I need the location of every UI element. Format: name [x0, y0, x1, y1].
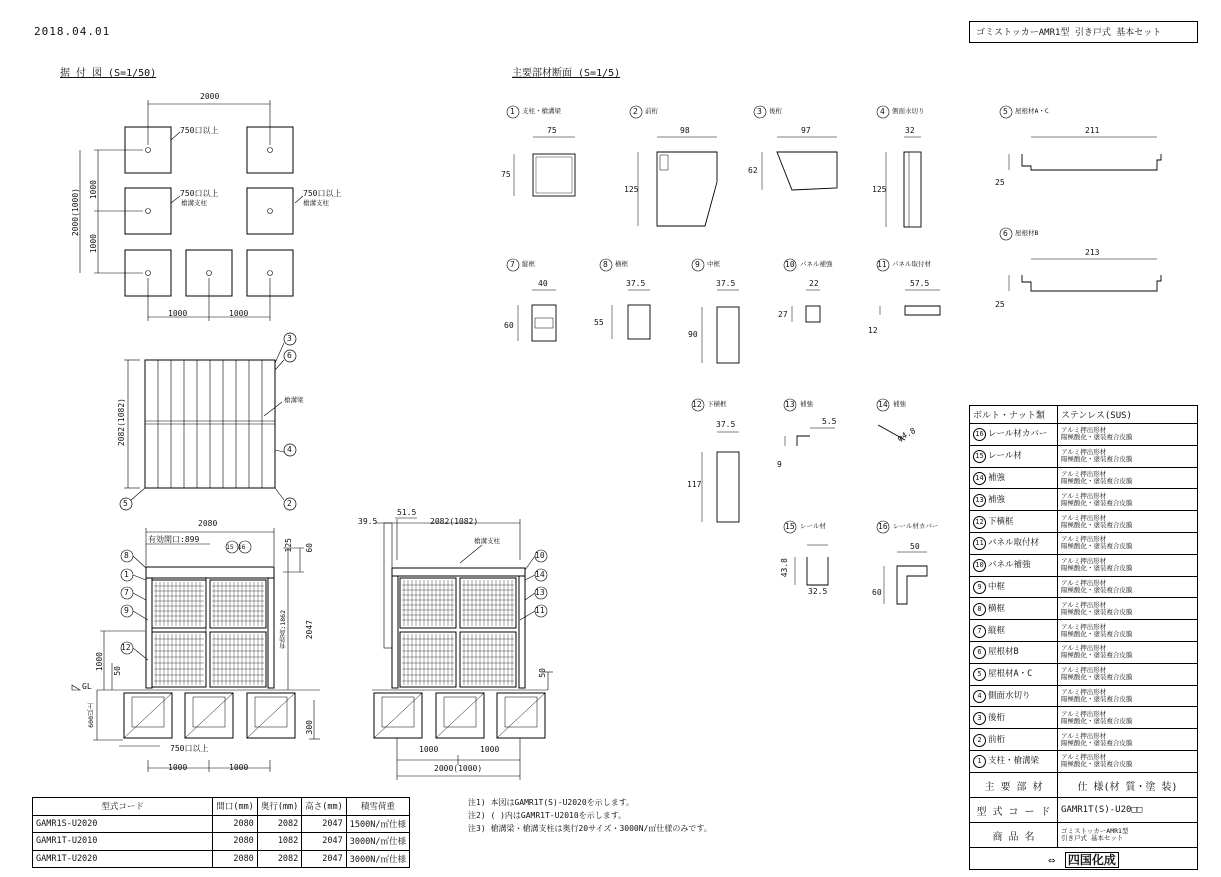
section-14-label: 補強 [893, 400, 906, 408]
part-spec-line-1: アルミ押出形材 [1061, 557, 1107, 566]
part-spec [1058, 532, 1198, 554]
layout-hole-label-2: 750口以上 [180, 189, 219, 198]
part-spec-line-2: 陽極酸化・塗装複合皮膜 [1061, 607, 1133, 616]
section-4-label: 側面水切り [892, 107, 925, 115]
side-callout-14: 14 [535, 570, 545, 579]
spec-header-snow: 積雪荷重 [346, 798, 409, 816]
section-3-h: 62 [748, 166, 758, 175]
section-5-no: 5 [1003, 107, 1008, 116]
part-name [970, 620, 1058, 642]
parts-list [969, 423, 1198, 773]
side-w515: 51.5 [397, 508, 417, 517]
section-13-w: 5.5 [822, 417, 837, 426]
plan-beam-label: 槍溝梁 [284, 396, 304, 404]
front-opening: 有効開口:899 [148, 535, 200, 544]
part-number: 14 [973, 472, 986, 485]
part-name [970, 445, 1058, 467]
front-h2047: 2047 [305, 620, 314, 640]
parts-bolt-spec: ステンレス(SUS) [1058, 406, 1198, 424]
model-label: 型 式 コ ー ド [970, 798, 1058, 823]
drawing-date: 2018.04.01 [34, 25, 111, 38]
section-1-label: 支柱・槍溝梁 [522, 107, 561, 115]
spec-cell: 2047 [302, 850, 346, 868]
part-spec-line-2: 陽極酸化・塗装複合皮膜 [1061, 498, 1133, 507]
part-label: 横框 [988, 603, 1006, 614]
table-row [970, 685, 1198, 707]
part-spec [1058, 685, 1198, 707]
layout-v2000: 2000(1000) [71, 188, 80, 237]
part-label: 補強 [988, 494, 1006, 505]
section-5-label: 屋根材A・C [1015, 107, 1049, 115]
part-spec-line-2: 陽極酸化・塗装複合皮膜 [1061, 542, 1133, 551]
part-name [970, 750, 1058, 772]
front-h50: 50 [113, 666, 122, 676]
spec-cell: 3000N/㎡仕様 [346, 850, 409, 868]
part-spec-line-2: 陽極酸化・塗装複合皮膜 [1061, 673, 1133, 682]
section-2-label: 前桁 [645, 107, 658, 115]
front-h60: 60 [305, 543, 314, 553]
section-11-label: パネル取付材 [892, 260, 931, 268]
spec-cell: 2047 [302, 833, 346, 851]
section-14-w: φ4.8 [895, 426, 918, 444]
front-callout-9: 9 [124, 606, 129, 615]
part-spec [1058, 467, 1198, 489]
part-number: 11 [973, 537, 986, 550]
section-15-label: レール材 [800, 522, 826, 530]
parts-logo-row [970, 848, 1198, 870]
plan-callout-5: 5 [123, 499, 128, 508]
part-spec-line-1: アルミ押出形材 [1061, 491, 1107, 500]
side-h50: 50 [538, 668, 547, 678]
plan-callout-6: 6 [287, 351, 292, 360]
section-12-w: 37.5 [716, 420, 736, 429]
drawing-title: ゴミストッカーAMR1型 引き戸式 基本セット [976, 28, 1162, 38]
spec-cell: 1082 [257, 833, 301, 851]
part-label: レール材カバー [988, 429, 1048, 440]
table-row [970, 663, 1198, 685]
layout-hole-label-1: 750口以上 [180, 126, 219, 135]
section-3-no: 3 [757, 107, 762, 116]
part-number: 16 [973, 428, 986, 441]
part-number: 5 [973, 668, 986, 681]
section-11-w: 57.5 [910, 279, 930, 288]
part-spec-line-1: アルミ押出形材 [1061, 666, 1107, 675]
part-label: 下横框 [988, 516, 1014, 527]
table-row [970, 532, 1198, 554]
part-spec-line-2: 陽極酸化・塗装複合皮膜 [1061, 520, 1133, 529]
parts-footer-header [970, 773, 1198, 798]
note-3: 注3) 槍溝梁・槍溝支柱は奥行20サイズ・3000N/㎡仕様のみです。 [468, 824, 712, 833]
part-name [970, 511, 1058, 533]
front-b1000-a: 1000 [168, 763, 188, 772]
section-12-h: 117 [687, 480, 702, 489]
part-spec [1058, 424, 1198, 446]
section-7-h: 60 [504, 321, 514, 330]
table-row [970, 729, 1198, 751]
front-callout-7: 7 [124, 588, 129, 597]
parts-footer [969, 772, 1198, 870]
spec-cell: 2080 [213, 833, 257, 851]
layout-v1000-a: 1000 [89, 180, 98, 200]
parts-main-label: 主 要 部 材 [970, 773, 1058, 798]
spec-table-header [33, 798, 410, 816]
part-number: 7 [973, 625, 986, 638]
part-spec-line-2: 陽極酸化・塗装複合皮膜 [1061, 738, 1133, 747]
section-9-no: 9 [695, 260, 700, 269]
spec-cell: 2047 [302, 815, 346, 833]
part-spec-line-1: アルミ押出形材 [1061, 426, 1107, 435]
part-spec-line-2: 陽極酸化・塗装複合皮膜 [1061, 564, 1133, 573]
product-label: 商 品 名 [970, 823, 1058, 848]
front-h1000: 1000 [95, 652, 104, 672]
part-spec-line-2: 陽極酸化・塗装複合皮膜 [1061, 629, 1133, 638]
parts-model-row [970, 798, 1198, 823]
section-4-h: 125 [872, 185, 887, 194]
part-name [970, 554, 1058, 576]
layout-v1000-b: 1000 [89, 234, 98, 254]
section-8-h: 55 [594, 318, 604, 327]
section-13-label: 補強 [800, 400, 813, 408]
part-spec-line-1: アルミ押出形材 [1061, 469, 1107, 478]
table-row [970, 467, 1198, 489]
layout-dim-top: 2000 [200, 92, 220, 101]
parts-table [969, 405, 1198, 424]
part-spec [1058, 445, 1198, 467]
section-14-no: 14 [878, 400, 888, 409]
spec-cell: 1500N/㎡仕様 [346, 815, 409, 833]
front-h300: 300 [305, 720, 314, 735]
section-10-h: 27 [778, 310, 788, 319]
table-row [33, 833, 410, 851]
part-spec-line-1: アルミ押出形材 [1061, 578, 1107, 587]
part-spec-line-2: 陽極酸化・塗装複合皮膜 [1061, 476, 1133, 485]
section-4-w: 32 [905, 126, 915, 135]
section-16-h: 60 [872, 588, 882, 597]
part-number: 4 [973, 690, 986, 703]
part-name [970, 641, 1058, 663]
parts-product-row [970, 823, 1198, 848]
section-15-w: 43.8 [780, 558, 789, 578]
part-spec-line-2: 陽極酸化・塗装複合皮膜 [1061, 455, 1133, 464]
section-1-h: 75 [501, 170, 511, 179]
table-row [33, 815, 410, 833]
part-spec-line-1: アルミ押出形材 [1061, 709, 1107, 718]
part-name [970, 467, 1058, 489]
part-spec-line-2: 陽極酸化・塗装複合皮膜 [1061, 651, 1133, 660]
part-spec [1058, 641, 1198, 663]
part-spec-line-1: アルミ押出形材 [1061, 600, 1107, 609]
spec-cell: GAMR1S-U2020 [33, 815, 213, 833]
part-spec [1058, 663, 1198, 685]
part-number: 2 [973, 734, 986, 747]
section-9-label: 中框 [707, 260, 720, 268]
section-10-label: パネル補強 [800, 260, 833, 268]
spec-cell: 2080 [213, 815, 257, 833]
section-1-no: 1 [510, 107, 515, 116]
part-name [970, 685, 1058, 707]
section-13-no: 13 [785, 400, 795, 409]
note-2: 注2) ( )内はGAMR1T-U2010を示します。 [468, 811, 627, 820]
table-row [970, 554, 1198, 576]
section-6-w: 213 [1085, 248, 1100, 257]
section-15-no: 15 [785, 522, 795, 531]
section-10-w: 22 [809, 279, 819, 288]
part-number: 8 [973, 603, 986, 616]
part-spec-line-1: アルミ押出形材 [1061, 513, 1107, 522]
company-logo: 四国化成 [1065, 852, 1119, 868]
front-callout-12: 12 [121, 643, 131, 652]
section-7-w: 40 [538, 279, 548, 288]
parts-spec-label: 仕 様(材 質・塗 装) [1058, 773, 1198, 798]
plan-callout-2: 2 [287, 499, 292, 508]
plan-side-dim: 2082(1082) [117, 398, 126, 447]
section-8-w: 37.5 [626, 279, 646, 288]
section-11-no: 11 [877, 260, 887, 269]
part-label: 側面水切り [988, 690, 1031, 701]
part-number: 13 [973, 494, 986, 507]
side-callout-11: 11 [535, 606, 545, 615]
section-6-no: 6 [1003, 229, 1008, 238]
side-b1000-b: 1000 [480, 745, 500, 754]
arrow-logo-icon: ⇔ [1048, 853, 1056, 867]
spec-cell: 2082 [257, 815, 301, 833]
layout-h1000-a: 1000 [168, 309, 188, 318]
part-label: 屋根材A・C [988, 669, 1033, 680]
part-spec [1058, 750, 1198, 772]
part-number: 1 [973, 755, 986, 768]
part-label: パネル取付材 [988, 538, 1040, 549]
part-spec-line-1: アルミ押出形材 [1061, 622, 1107, 631]
table-row [970, 445, 1198, 467]
plan-callout-3: 3 [287, 334, 292, 343]
front-h125: 125 [284, 538, 293, 553]
part-spec-line-2: 陽極酸化・塗装複合皮膜 [1061, 716, 1133, 725]
table-row [970, 598, 1198, 620]
section-15-h: 32.5 [808, 587, 828, 596]
spec-cell: 2082 [257, 850, 301, 868]
section-2-no: 2 [633, 107, 638, 116]
part-label: 屋根材B [988, 647, 1019, 658]
section-2-h: 125 [624, 185, 639, 194]
side-w395: 39.5 [358, 517, 378, 526]
part-spec-line-2: 陽極酸化・塗装複合皮膜 [1061, 433, 1133, 442]
part-spec-line-1: アルミ押出形材 [1061, 535, 1107, 544]
logo-cell [970, 848, 1198, 870]
part-name [970, 729, 1058, 751]
table-row [970, 750, 1198, 772]
front-h600: 600以上 [87, 703, 95, 728]
part-spec [1058, 511, 1198, 533]
layout-post-label-1: 槍溝支柱 [181, 199, 207, 207]
table-row [970, 511, 1198, 533]
table-row [970, 489, 1198, 511]
table-row [970, 620, 1198, 642]
section-16-w: 50 [910, 542, 920, 551]
part-number: 15 [973, 450, 986, 463]
layout-hole-label-3: 750口以上 [303, 189, 342, 198]
spec-header-width: 間口(mm) [213, 798, 257, 816]
layout-section-title: 据 付 図 (S=1/50) [60, 68, 157, 79]
part-label: 前桁 [988, 734, 1006, 745]
part-label: 中框 [988, 581, 1006, 592]
section-16-label: レール材カバー [893, 522, 939, 530]
side-total: 2000(1000) [434, 764, 483, 773]
part-spec [1058, 620, 1198, 642]
table-row [33, 850, 410, 868]
front-callout-8: 8 [124, 551, 129, 560]
part-spec-line-1: アルミ押出形材 [1061, 753, 1107, 762]
layout-h1000-b: 1000 [229, 309, 249, 318]
part-spec [1058, 554, 1198, 576]
part-number: 10 [973, 559, 986, 572]
section-12-label: 下横框 [707, 400, 727, 408]
part-label: 支柱・槍溝梁 [988, 756, 1040, 767]
front-gl: GL [82, 682, 92, 691]
spec-table [32, 797, 410, 868]
part-number: 12 [973, 516, 986, 529]
section-13-h: 9 [777, 460, 782, 469]
section-6-label: 屋根材B [1015, 229, 1039, 237]
part-spec-line-2: 陽極酸化・塗装複合皮膜 [1061, 760, 1133, 769]
model-value: GAMR1T(S)-U20□□ [1058, 798, 1198, 823]
table-row [970, 576, 1198, 598]
part-spec [1058, 707, 1198, 729]
part-spec [1058, 598, 1198, 620]
part-spec-line-1: アルミ押出形材 [1061, 448, 1107, 457]
spec-header-height: 高さ(mm) [302, 798, 346, 816]
spec-header-model: 型式コード [33, 798, 213, 816]
part-spec-line-2: 陽極酸化・塗装複合皮膜 [1061, 585, 1133, 594]
part-name [970, 532, 1058, 554]
section-12-no: 12 [692, 400, 702, 409]
section-7-label: 縦框 [522, 260, 535, 268]
section-5-h: 25 [995, 178, 1005, 187]
part-label: レール材 [988, 451, 1022, 462]
section-8-label: 横框 [615, 260, 628, 268]
section-1-w: 75 [547, 126, 557, 135]
note-1: 注1) 本図はGAMR1T(S)-U2020を示します。 [468, 798, 635, 807]
part-number: 6 [973, 646, 986, 659]
part-spec [1058, 576, 1198, 598]
part-spec [1058, 729, 1198, 751]
side-width: 2082(1082) [430, 517, 479, 526]
section-16-no: 16 [878, 522, 888, 531]
front-h1862: 有効高:1862 [279, 610, 287, 650]
section-5-w: 211 [1085, 126, 1100, 135]
section-2-w: 98 [680, 126, 690, 135]
part-name [970, 598, 1058, 620]
table-row [970, 641, 1198, 663]
section-7-no: 7 [510, 260, 515, 269]
front-w750: 750口以上 [170, 744, 209, 753]
front-width: 2080 [198, 519, 218, 528]
part-label: 補強 [988, 472, 1006, 483]
parts-section-title: 主要部材断面 (S=1/5) [512, 68, 621, 79]
spec-header-depth: 奥行(mm) [257, 798, 301, 816]
side-beam-label: 槍溝支柱 [474, 537, 500, 545]
section-3-w: 97 [801, 126, 811, 135]
section-9-w: 37.5 [716, 279, 736, 288]
spec-cell: GAMR1T-U2010 [33, 833, 213, 851]
part-name [970, 663, 1058, 685]
section-8-no: 8 [603, 260, 608, 269]
part-name [970, 576, 1058, 598]
section-9-h: 90 [688, 330, 698, 339]
part-spec-line-1: アルミ押出形材 [1061, 687, 1107, 696]
side-callout-10: 10 [535, 551, 545, 560]
product-value [1058, 823, 1198, 848]
part-name [970, 707, 1058, 729]
spec-cell: GAMR1T-U2020 [33, 850, 213, 868]
parts-bolt-name: ボルト・ナット類 [970, 406, 1058, 424]
part-number: 3 [973, 712, 986, 725]
part-number: 9 [973, 581, 986, 594]
spec-cell: 3000N/㎡仕様 [346, 833, 409, 851]
side-callout-13: 13 [535, 588, 545, 597]
section-6-h: 25 [995, 300, 1005, 309]
part-label: 縦框 [988, 625, 1006, 636]
section-3-label: 後桁 [769, 107, 782, 115]
front-b1000-b: 1000 [229, 763, 249, 772]
side-b1000-a: 1000 [419, 745, 439, 754]
product-line-1: ゴミストッカーAMR1型 [1061, 827, 1129, 835]
part-name [970, 489, 1058, 511]
product-line-2: 引き戸式 基本セット [1061, 834, 1124, 842]
plan-callout-4: 4 [287, 445, 292, 454]
part-spec [1058, 489, 1198, 511]
front-callout-1: 1 [124, 570, 129, 579]
section-10-no: 10 [785, 260, 795, 269]
layout-post-label-2: 槍溝支柱 [303, 199, 329, 207]
table-row [970, 424, 1198, 446]
section-4-no: 4 [880, 107, 885, 116]
spec-cell: 2080 [213, 850, 257, 868]
section-11-h: 12 [868, 326, 878, 335]
front-callout-15-16: 15 16 [226, 543, 246, 551]
part-spec-line-1: アルミ押出形材 [1061, 731, 1107, 740]
parts-bolt-row [970, 406, 1198, 424]
part-name [970, 424, 1058, 446]
part-label: 後桁 [988, 712, 1006, 723]
part-spec-line-2: 陽極酸化・塗装複合皮膜 [1061, 694, 1133, 703]
table-row [970, 707, 1198, 729]
part-spec-line-1: アルミ押出形材 [1061, 644, 1107, 653]
part-label: パネル補強 [988, 560, 1031, 571]
